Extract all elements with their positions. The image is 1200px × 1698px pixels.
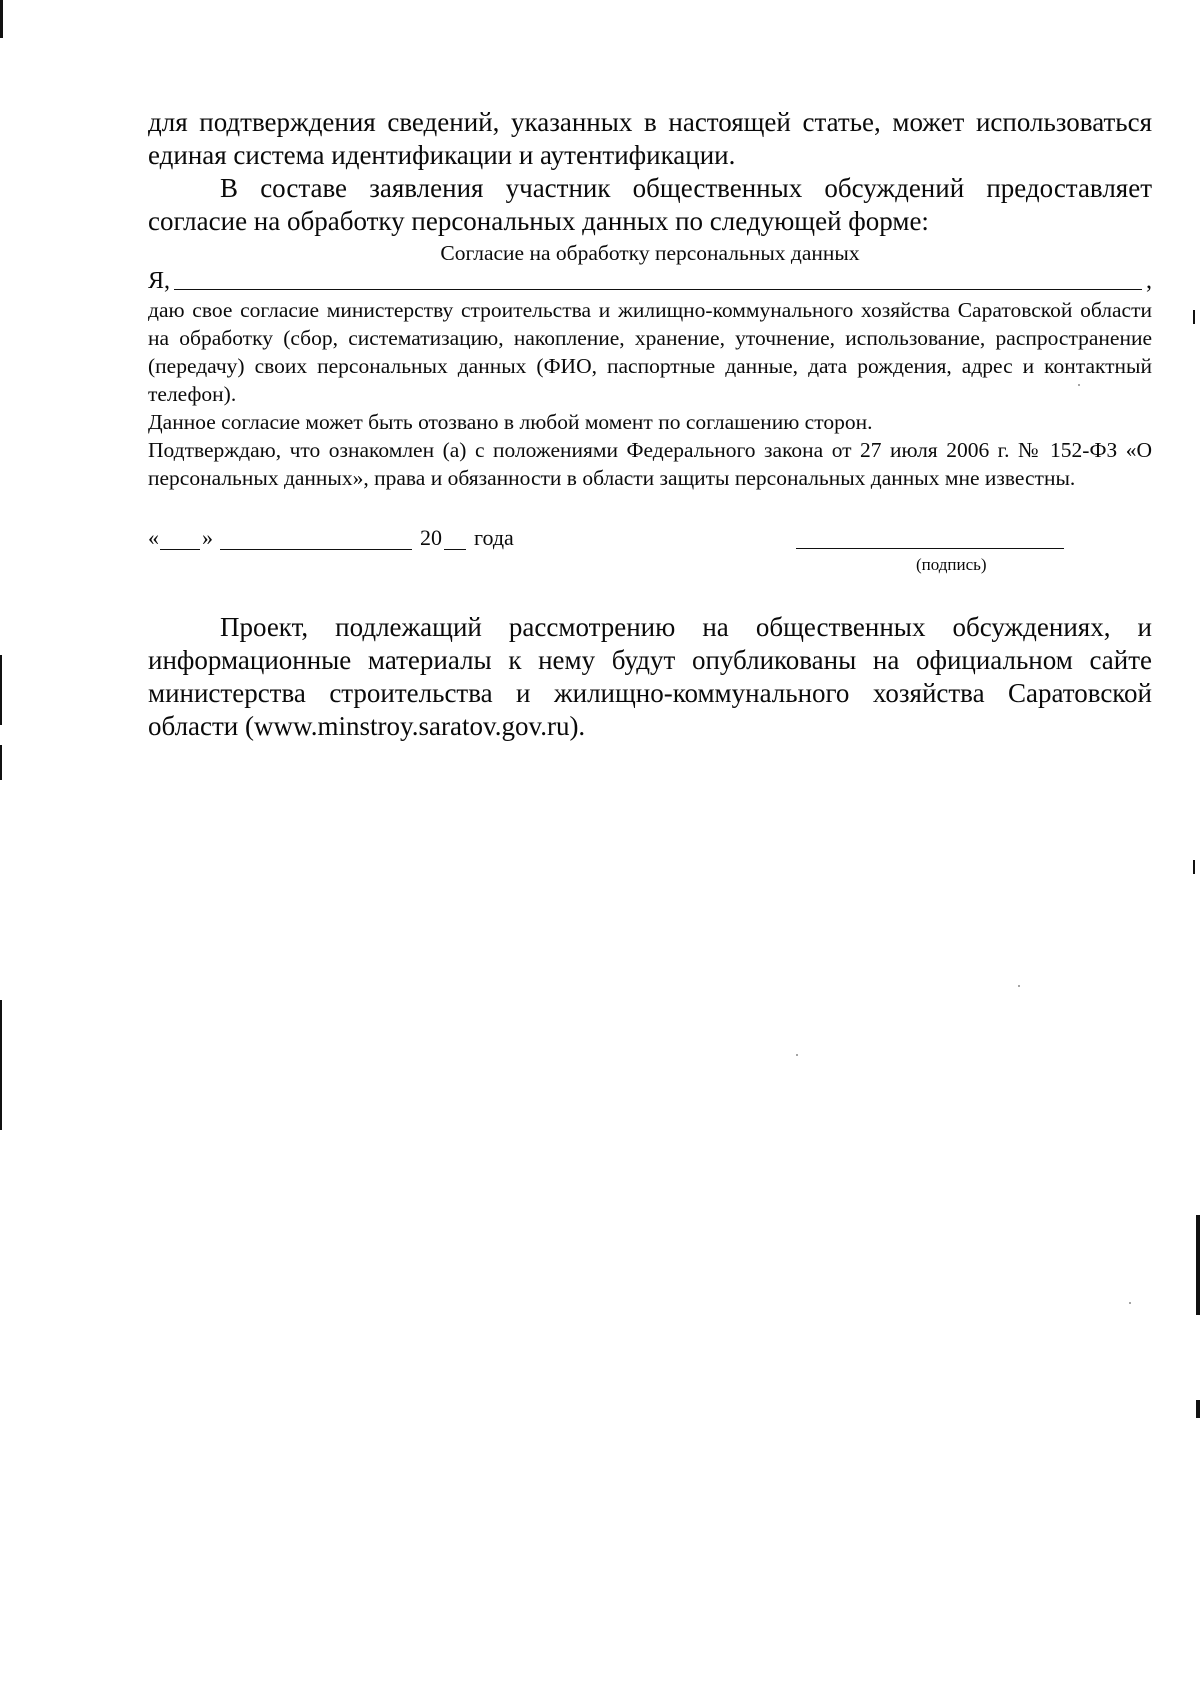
signature-field[interactable] (796, 526, 1064, 549)
scan-speck (796, 1054, 798, 1056)
full-name-field[interactable] (174, 269, 1142, 290)
intro-paragraph-block (148, 106, 1152, 172)
scan-edge-mark (1196, 1215, 1200, 1315)
paragraph-identification: для подтверждения сведений, указанных в настоящей статье, может использоваться единая система идентификации и аутентификации. (148, 107, 1152, 170)
paragraph-publication: Проект, подлежащий рассмотрению на общественных обсуждениях, и информационные материалы к нему будут опубликованы на официальном сайте министерства строительства и жилищно-коммунального хозяйства Саратовской области (www.minstroy.saratov.gov.ru). (148, 612, 1152, 741)
consent-body-block (148, 296, 1152, 408)
consent-intro-block (148, 172, 1152, 238)
scan-edge-mark (0, 745, 2, 780)
scan-edge-mark (0, 1000, 2, 1130)
scan-edge-mark (1196, 1400, 1200, 1418)
publication-paragraph-block (148, 611, 1152, 743)
scan-edge-mark (0, 0, 3, 38)
revocation-text: Данное согласие может быть отозвано в любой момент по соглашению сторон. (148, 410, 873, 434)
scan-edge-mark (1193, 860, 1195, 874)
date-open-quote: « (148, 525, 159, 550)
signature-caption: (подпись) (916, 555, 987, 574)
revocation-block (148, 408, 1152, 436)
day-field[interactable] (160, 527, 200, 550)
scan-edge-mark (1193, 310, 1195, 324)
name-entry-row (148, 262, 1152, 296)
name-entry-line (148, 262, 1152, 296)
scan-speck (1129, 1302, 1131, 1304)
confirmation-block (148, 436, 1152, 492)
scan-speck (1018, 985, 1020, 987)
confirmation-text: Подтверждаю, что ознакомлен (а) с положениями Федерального закона от 27 июля 2006 г. № 152-ФЗ «О персональных данных», права и обязанности в области защиты персональных данных мне известны. (148, 438, 1152, 490)
ya-suffix: , (1146, 268, 1152, 294)
consent-form-title: Согласие на обработку персональных данных (440, 241, 860, 265)
year-field[interactable] (444, 527, 466, 550)
year-prefix: 20 (420, 525, 442, 550)
month-field[interactable] (220, 527, 412, 550)
date-close-quote: » (202, 525, 213, 550)
scan-edge-mark (0, 655, 2, 725)
year-suffix: года (474, 525, 514, 550)
paragraph-consent-intro: В составе заявления участник общественных обсуждений предоставляет согласие на обработку персональных данных по следующей форме: (148, 173, 1152, 236)
consent-body-text: даю свое согласие министерству строительства и жилищно-коммунального хозяйства Саратовской области на обработку (сбор, систематизацию, накопление, хранение, уточнение, использование, распространение (передачу) своих персональных данных (ФИО, паспортные данные, дата рождения, адрес и контактный телефон). (148, 298, 1152, 406)
ya-prefix: Я, (148, 268, 171, 294)
